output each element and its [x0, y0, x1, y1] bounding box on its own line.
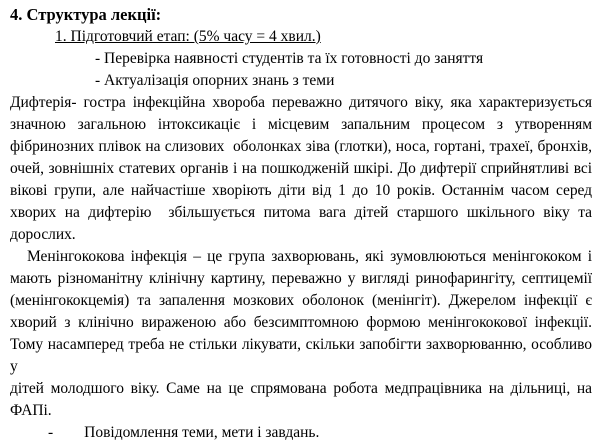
text-line: Тому насамперед треба не стільки лікувати, скільки запобігти захворюванню, особливо у	[10, 336, 596, 375]
text-line: очей, зовнішніх статевих органів і на пошкодженій шкірі. До дифтерії сприйнятливі всі	[10, 160, 592, 177]
text-line: дітей молодшого віку. Саме на це спрямована робота медпрацівника на дільниці, на	[10, 380, 592, 397]
stage-item-list	[10, 48, 592, 92]
paragraph-diphtheria	[10, 92, 592, 246]
text-line: (менінгококцемія) та запалення мозкових оболонок (менінгіт). Джерелом інфекції є	[10, 292, 592, 309]
text-line: дорослих.	[10, 226, 76, 243]
section-title: 4. Структура лекції:	[10, 5, 162, 24]
stage-heading-row	[10, 26, 592, 48]
text-line: хворий з клінічно вираженою або безсимптомною формою менінгококової інфекції.	[10, 314, 592, 331]
text-line: мають різноманітну клінічну картину, переважно у вигляді ринофарингіту, септицемії	[10, 270, 592, 287]
stage-heading: 1. Підготовчий етап: (5% часу = 4 хвил.)	[55, 28, 321, 45]
paragraph-meningococcal	[10, 246, 596, 422]
text-line: - Актуалізація опорних знань з теми	[95, 72, 335, 89]
closing-item-text: Повідомлення теми, мети і завдань.	[84, 424, 320, 441]
text-line: вікові групи, але найчастіше хворіють діти від 1 до 10 років. Останнім часом серед	[10, 182, 592, 199]
text-line: Менінгококова інфекція – це група захворювань, які зумовлюються менінгококом і	[27, 248, 592, 265]
text-line: Дифтерія- гостра інфекційна хвороба переважно дитячого віку, яка характеризується	[10, 94, 592, 111]
text-line: фібринозних плівок на слизових оболонках зіва (глотки), носа, гортані, трахеї, бронхів,	[10, 138, 592, 155]
text-line: - Перевірка наявності студентів та їх готовності до заняття	[95, 50, 484, 67]
closing-item-dash: -	[48, 424, 54, 441]
text-line: ФАПі.	[10, 402, 52, 419]
closing-item	[10, 422, 592, 444]
text-line: значною загальною інтоксикаціє і місцевим запальним процесом з утворенням	[10, 116, 592, 133]
text-line: хворих на дифтерію збільшується питома вага дітей старшого шкільного віку та	[10, 204, 592, 221]
